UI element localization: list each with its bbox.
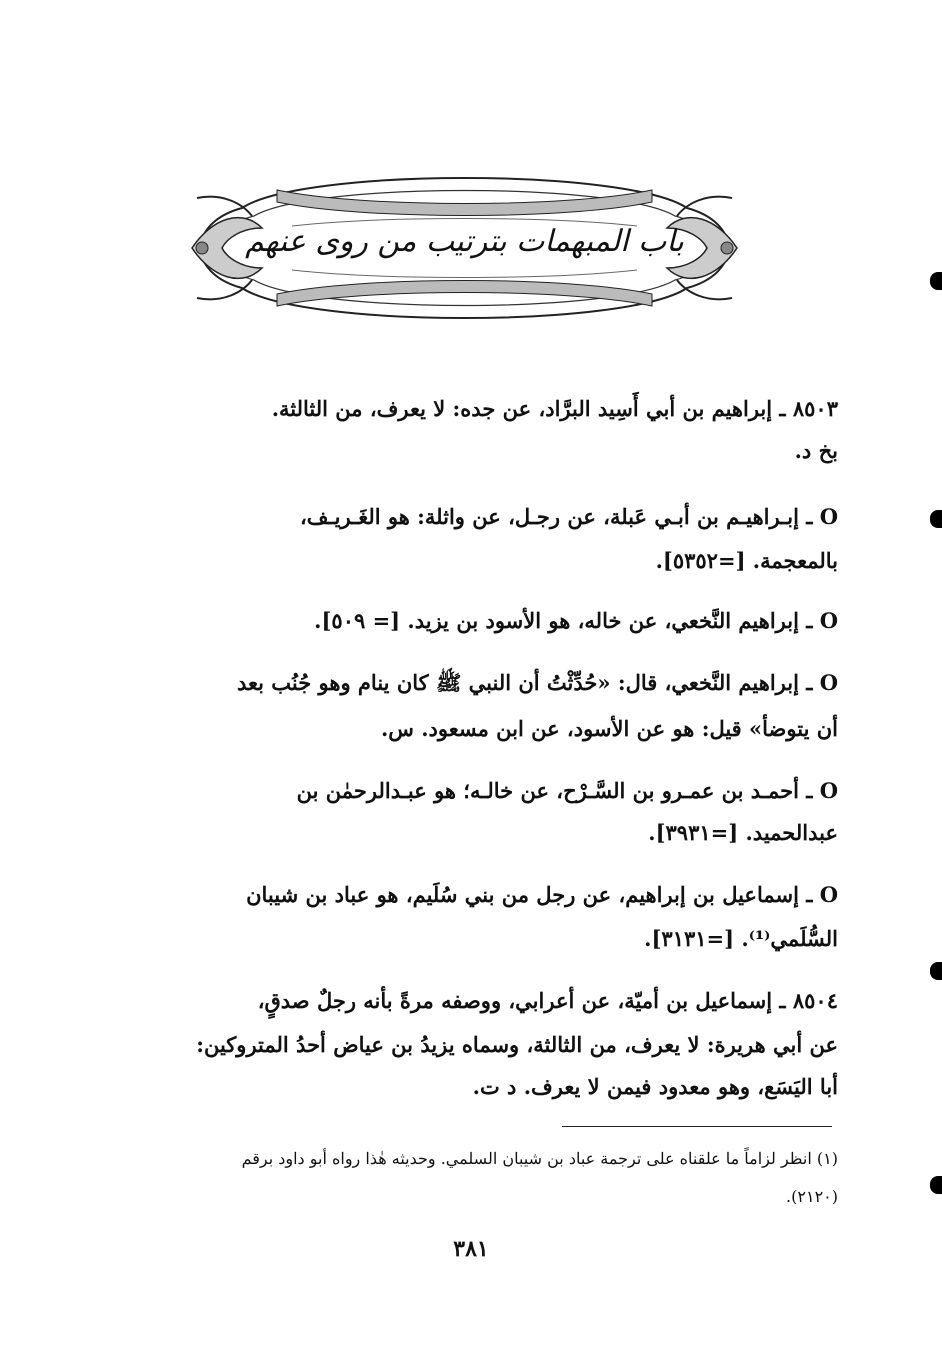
entry-ahmad-line-2: عبدالحميد. [=٣٩٣١]. xyxy=(648,820,838,845)
entry-ismail-line-1: O ـ إسماعيل بن إبراهيم، عن رجل من بني سُلَيم، هو عباد بن شيبان xyxy=(246,882,838,907)
entry-ibn-abla-line-1: O ـ إبـراهيـم بن أبـي عَبلة، عن رجـل، عن واثلة: هو الغَـريـف، xyxy=(300,504,838,529)
entry-nakhai-2-line-2: أن يتوضأ» قيل: هو عن الأسود، عن ابن مسعود. س. xyxy=(380,716,838,741)
page-number: ٣٨١ xyxy=(453,1236,489,1262)
entry-nakhai-2-line-1: O ـ إبراهيم النَّخعي، قال: «حُدِّثْتُ أن النبي ﷺ كان ينام وهو جُنُب بعد xyxy=(237,670,838,695)
entry-8503-line-2: بخ د. xyxy=(794,438,838,463)
entry-nakhai-1: O ـ إبراهيم النَّخعي، عن خاله، هو الأسود بن يزيد. [= ٥٠٩]. xyxy=(314,608,838,633)
footnote-line-1: (١) انظر لزاماً ما علقناه على ترجمة عباد بن شيبان السلمي. وحديثه هٰذا رواه أبو داود برقم xyxy=(241,1149,838,1168)
entry-ismail-line-2: السُّلَمي⁽¹⁾. [=٣١٣١]. xyxy=(644,926,838,951)
entry-8503-line-1: ٨٥٠٣ ـ إبراهيم بن أبي أَسِيد البرَّاد، عن جده: لا يعرف، من الثالثة. xyxy=(271,396,838,421)
footnote-line-2: (٢١٢٠). xyxy=(786,1187,838,1206)
edge-tab-marker xyxy=(930,272,942,290)
entry-8504-line-2: عن أبي هريرة: لا يعرف، من الثالثة، وسماه يزيدُ بن عياض أحدُ المتروكين: xyxy=(196,1032,838,1057)
edge-tab-marker xyxy=(930,962,942,980)
entry-8504-line-1: ٨٥٠٤ ـ إسماعيل بن أميّة، عن أعرابي، ووصفه مرةً بأنه رجلٌ صدقٍ، xyxy=(257,988,838,1013)
chapter-title-cartouche xyxy=(182,168,747,328)
edge-tab-marker xyxy=(930,1176,942,1194)
entry-ibn-abla-line-2: بالمعجمة. [=٥٣٥٢]. xyxy=(655,548,838,573)
footnote-divider xyxy=(562,1126,832,1127)
edge-tab-marker xyxy=(930,510,942,528)
entry-ahmad-line-1: O ـ أحمـد بن عمـرو بن السَّـرْح، عن خالـه؛ هو عبـدالرحمٰن بن xyxy=(296,778,838,803)
chapter-title: باب المبهمات بترتيب من روى عنهم xyxy=(245,224,684,259)
footnote xyxy=(138,1140,838,1216)
entry-8504-line-3: أبا اليَسَع، وهو معدود فيمن لا يعرف. د ت. xyxy=(472,1074,838,1099)
